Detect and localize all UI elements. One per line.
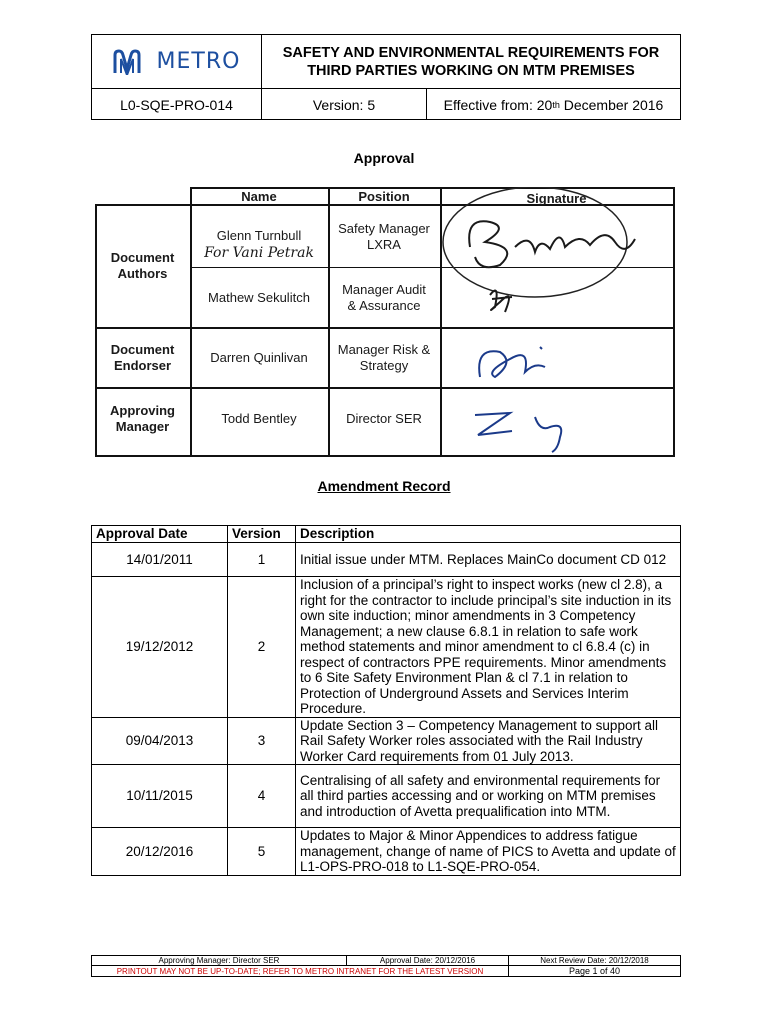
metro-logo [92, 35, 262, 88]
approver-name: Mathew Sekulitch [208, 290, 310, 305]
footer-page-number: Page 1 of 40 [568, 966, 621, 976]
amendment-table [91, 525, 681, 876]
metro-logo-icon [113, 49, 151, 75]
category-document-authors: Document Authors [110, 250, 175, 281]
row-description: Inclusion of a principal’s right to inspect works (new cl 2.8), a right for the contractor to include principal’s site induction in its own site induction; minor amendments in 3 Competency Management; a new clause 6.8.1 in relation to safe work method statements and minor amendment to cl 6.8.4 (c) in respect of contractors PPE requirements. Minor amendments to 6 Site Safety Environment Plan & cl 7.1 in relation to Protection of Underground Assets and Services Interim Procedure. [296, 577, 681, 718]
col-approval-date: Approval Date [92, 526, 228, 543]
approval-col-signature: Signature [526, 191, 587, 206]
col-version: Version [228, 526, 296, 543]
effective-date [427, 89, 680, 120]
approval-col-position: Position [358, 189, 410, 204]
footer-next-review: Next Review Date: 20/12/2018 [509, 956, 680, 966]
amendment-header-row [92, 526, 681, 543]
signature-approving-manager [475, 413, 561, 452]
effective-prefix: Effective from: 20 [443, 96, 553, 113]
approver-position: Safety Manager LXRA [338, 221, 430, 252]
approval-heading: Approval [353, 150, 415, 166]
row-version: 2 [228, 577, 296, 718]
document-version: Version: 5 [262, 89, 427, 120]
handwritten-for-note: For Vani Petrak [204, 245, 314, 261]
effective-suffix: December 2016 [559, 96, 664, 113]
logo-text: METRO [156, 49, 241, 74]
row-date: 09/04/2013 [92, 717, 228, 765]
row-version: 1 [228, 543, 296, 577]
effective-sup: th [552, 99, 560, 110]
document-title: SAFETY AND ENVIRONMENTAL REQUIREMENTS FOR THIRD PARTIES WORKING ON MTM PREMISES [282, 44, 660, 79]
approver-position: Director SER [346, 411, 422, 426]
category-approving-manager: Approving Manager [110, 403, 175, 434]
row-version: 3 [228, 717, 296, 765]
table-row [92, 577, 681, 718]
document-footer [91, 955, 681, 977]
table-row [92, 717, 681, 765]
row-version: 5 [228, 828, 296, 876]
table-row [92, 765, 681, 828]
col-description: Description [296, 526, 681, 543]
row-description: Updates to Major & Minor Appendices to address fatigue management, change of name of PICS to Avetta and update of L1-OPS-PRO-018 to L1-SQE-PRO-054. [296, 828, 681, 876]
row-description: Centralising of all safety and environmental requirements for all third parties accessing and or working on MTM premises and introduction of Avetta prequalification into MTM. [296, 765, 681, 828]
approver-name: Darren Quinlivan [210, 350, 308, 365]
amendment-heading: Amendment Record [317, 478, 451, 494]
category-document-endorser: Document Endorser [110, 342, 175, 373]
table-row [92, 543, 681, 577]
stamp-circle [443, 187, 627, 297]
table-row [92, 828, 681, 876]
footer-approval-date: Approval Date: 20/12/2016 [347, 956, 509, 966]
footer-approving-manager: Approving Manager: Director SER [92, 956, 347, 966]
row-date: 19/12/2012 [92, 577, 228, 718]
approver-position: Manager Risk & Strategy [337, 342, 431, 373]
row-description: Initial issue under MTM. Replaces MainCo document CD 012 [296, 543, 681, 577]
row-date: 10/11/2015 [92, 765, 228, 828]
signature-author-1 [469, 221, 635, 267]
row-date: 20/12/2016 [92, 828, 228, 876]
footer-warning: PRINTOUT MAY NOT BE UP-TO-DATE; REFER TO METRO INTRANET FOR THE LATEST VERSION [92, 966, 509, 976]
approver-name: Todd Bentley [221, 411, 297, 426]
signature-endorser [479, 347, 545, 377]
signatures-drawing [440, 187, 680, 457]
approver-position: Manager Audit & Assurance [342, 282, 426, 313]
row-date: 14/01/2011 [92, 543, 228, 577]
approval-col-name: Name [241, 189, 277, 204]
row-version: 4 [228, 765, 296, 828]
row-description: Update Section 3 – Competency Management to support all Rail Safety Worker roles associated with the Rail Industry Worker Card requirements from 01 July 2013. [296, 717, 681, 765]
approval-table [95, 187, 675, 457]
approver-name: Glenn Turnbull [216, 228, 302, 243]
document-meta-row [92, 88, 680, 119]
document-id: L0-SQE-PRO-014 [92, 89, 262, 120]
document-header [91, 34, 681, 120]
